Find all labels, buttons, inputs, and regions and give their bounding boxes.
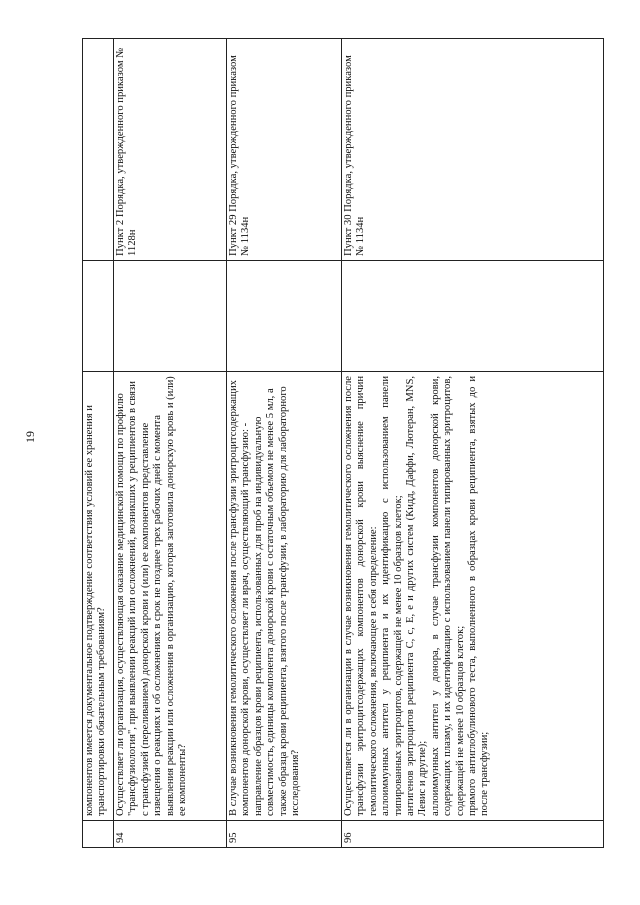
compliance-table: [82, 38, 604, 848]
row-number-cell: 94: [114, 821, 227, 848]
table-row: [83, 39, 114, 848]
row-number-cell: 96: [342, 821, 604, 848]
row-number-cell: 95: [227, 821, 342, 848]
empty-cell: [83, 261, 114, 372]
question-line: аллоиммунных антител у донора, в случае трансфузии компонентов донорской крови, содержащих плазму, и их идентификацию с использованием панели типированных эритроцитов, содержащей не менее 10 образцов клеток;: [429, 376, 466, 816]
reference-cell: Пункт 30 Порядка, утвержденного приказом № 1134н: [342, 39, 604, 261]
table-row: [342, 39, 604, 848]
question-cell: [342, 372, 604, 821]
page-number: 19: [23, 431, 37, 443]
empty-cell: [342, 261, 604, 372]
question-cell: В случае возникновения гемолитического осложнения после трансфузии эритроцитсодержащих компонентов донорской крови, осуществляет ли врач, осуществляющий трансфузию: - направление образцов крови реципиента, использованных для проб на индивидуальную совместимость, единицы компонента донорской крови с остаточным объемом не менее 5 мл, а также образца крови реципиента, взятого после трансфузии, в лабораторию для лабораторного исследования?: [227, 372, 342, 821]
question-cell: компонентов имеется документальное подтверждение соответствия условий ее хранения и транспортировки обязательным требованиям?: [83, 372, 114, 821]
row-number-cell: [83, 821, 114, 848]
question-cell: Осуществляет ли организация, осуществляющая оказание медицинской помощи по профилю "трансфузиология", при выявлении реакций или осложнений, возникших у реципиентов в связи с трансфузией (переливанием) донорской крови и (или) ее компонентов представление извещения о реакциях и об осложнениях в срок не позднее трех рабочих дней с момента выявления реакции или осложнения в организацию, которая заготовила донорскую кровь и (или) ее компоненты?: [114, 372, 227, 821]
table-row: [227, 39, 342, 848]
table-row: [114, 39, 227, 848]
reference-cell: Пункт 29 Порядка, утвержденного приказом № 1134н: [227, 39, 342, 261]
empty-cell: [114, 261, 227, 372]
empty-cell: [227, 261, 342, 372]
reference-cell: Пункт 2 Порядка, утвержденного приказом № 1128н: [114, 39, 227, 261]
question-line: Осуществляется ли в организации в случае возникновения гемолитического осложнения после трансфузии эритроцитсодержащих компонентов донорской крови выяснение причин гемолитического осложнения, включающее в себя определение:: [343, 376, 379, 816]
question-line: антигенов эритроцитов реципиента C, c, E, e и других систем (Кидд, Даффи, Лютеран, MNS, Левис и другие);: [405, 376, 429, 816]
reference-cell: [83, 39, 114, 261]
question-line: прямого антиглобулинового теста, выполненного в образцах крови реципиента, взятых до и после трансфузии;: [467, 376, 491, 816]
question-line: аллоиммунных антител у реципиента и их идентификацию с использованием панели типированных эритроцитов, содержащей не менее 10 образцов клеток;: [380, 376, 404, 816]
